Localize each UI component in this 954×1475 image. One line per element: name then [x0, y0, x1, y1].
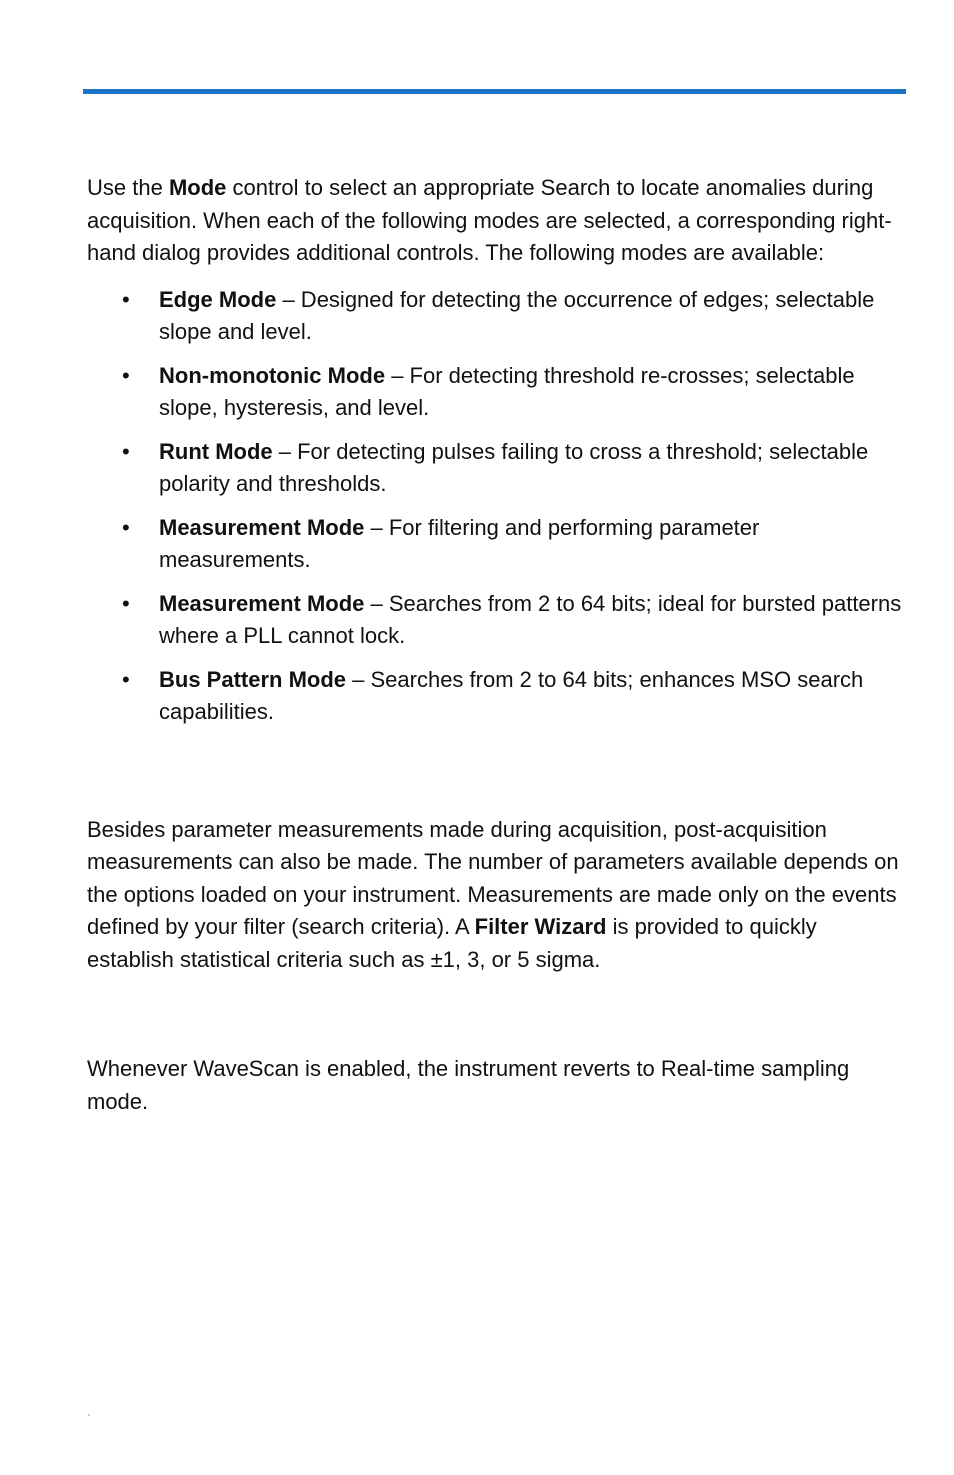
mode-description: – For filtering and performing parameter measurements.: [159, 514, 760, 572]
sampling-paragraph: Whenever WaveScan is enabled, the instrument reverts to Real-time sampling mode.: [87, 1056, 850, 1114]
list-item: [87, 436, 907, 501]
bullet-icon: •: [122, 438, 130, 464]
mode-description: – Searches from 2 to 64 bits; enhances MSO search capabilities.: [159, 666, 864, 724]
mode-name: Bus Pattern Mode: [159, 666, 347, 692]
page-content: [87, 172, 907, 1118]
bullet-icon: •: [122, 514, 130, 540]
bullet-icon: •: [122, 590, 130, 616]
mode-name: Edge Mode: [159, 286, 277, 312]
mode-term: Mode: [168, 175, 227, 200]
page-mark: [88, 1414, 90, 1416]
filter-wizard-term: Filter Wizard: [474, 914, 607, 939]
list-item: [87, 588, 907, 653]
list-item: [87, 284, 907, 349]
mode-description: – Designed for detecting the occurrence of edges; selectable slope and level.: [159, 286, 875, 344]
bullet-icon: •: [122, 666, 130, 692]
list-item: [87, 512, 907, 577]
list-item: [87, 664, 907, 729]
intro-paragraph: Use the Mode control to select an appropriate Search to locate anomalies during acquisition. When each of the following modes are selected, a corresponding right-hand dialog provides additional controls. The following modes are available:: [87, 175, 892, 265]
mode-description: – Searches from 2 to 64 bits; ideal for bursted patterns where a PLL cannot lock.: [159, 590, 902, 648]
bullet-icon: •: [122, 362, 130, 388]
modes-list: [87, 284, 907, 729]
mode-name: Non-monotonic Mode: [159, 362, 386, 388]
mode-name: Measurement Mode: [159, 514, 365, 540]
bullet-icon: •: [122, 286, 130, 312]
mode-description: – For detecting pulses failing to cross a threshold; selectable polarity and thresholds.: [159, 438, 869, 496]
list-item: [87, 360, 907, 425]
mode-description: – For detecting threshold re-crosses; selectable slope, hysteresis, and level.: [159, 362, 855, 420]
measurements-paragraph: Besides parameter measurements made during acquisition, post-acquisition measurements can also be made. The number of parameters available depends on the options loaded on your instrument. Measurements are made only on the events defined by your filter (search criteria). A Filter Wizard is provided to quickly establish statistical criteria such as ±1, 3, or 5 sigma.: [87, 816, 899, 972]
header-rule: [83, 89, 906, 94]
mode-name: Measurement Mode: [159, 590, 365, 616]
mode-name: Runt Mode: [159, 438, 273, 464]
